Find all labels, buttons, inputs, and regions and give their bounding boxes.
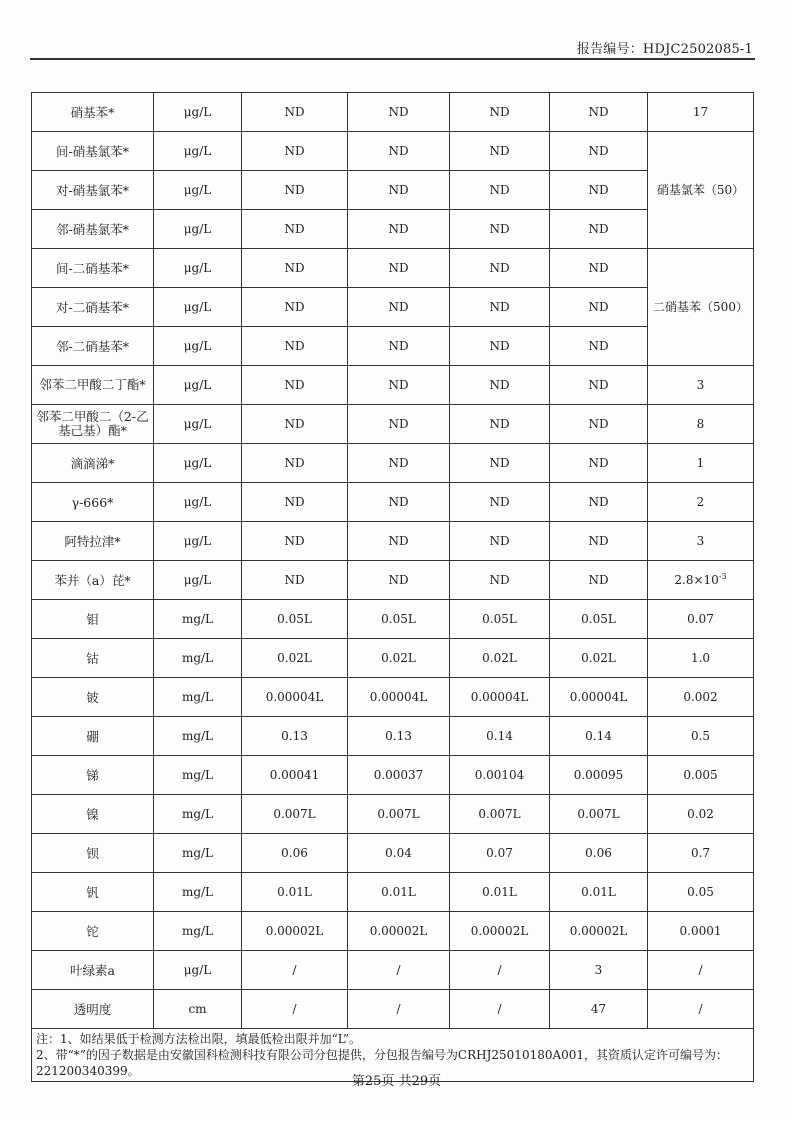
result-cell: ND (242, 483, 348, 522)
result-cell: 0.00037 (348, 756, 450, 795)
standard-cell: 2 (648, 483, 754, 522)
note-line: 2、带“*”的因子数据是由安徽国科检测科技有限公司分包提供，分包报告编号为CRHJ25010180A001，其资质认定许可编号为：221200340399。 (36, 1048, 729, 1078)
result-cell: ND (348, 171, 450, 210)
result-cell: 0.00002L (550, 912, 648, 951)
table-row (32, 951, 754, 990)
result-cell: ND (348, 561, 450, 600)
standard-cell: 0.002 (648, 678, 754, 717)
unit-cell: μg/L (154, 327, 242, 366)
result-cell: ND (450, 405, 550, 444)
result-cell: ND (242, 561, 348, 600)
result-cell: 0.01L (450, 873, 550, 912)
unit-cell: μg/L (154, 288, 242, 327)
result-cell: ND (348, 327, 450, 366)
parameter-name: 铊 (32, 912, 154, 951)
result-cell: 0.00095 (550, 756, 648, 795)
result-cell: ND (550, 561, 648, 600)
unit-cell: μg/L (154, 522, 242, 561)
parameter-name: 邻-二硝基苯* (32, 327, 154, 366)
result-cell: 0.05L (450, 600, 550, 639)
standard-cell: 二硝基苯（500） (648, 249, 754, 366)
result-cell: / (450, 990, 550, 1029)
unit-cell: mg/L (154, 873, 242, 912)
result-cell: 0.04 (348, 834, 450, 873)
result-cell: 0.00104 (450, 756, 550, 795)
result-cell: ND (450, 444, 550, 483)
standard-cell: 1.0 (648, 639, 754, 678)
unit-cell: mg/L (154, 795, 242, 834)
parameter-name: 邻苯二甲酸二丁酯* (32, 366, 154, 405)
unit-cell: mg/L (154, 639, 242, 678)
standard-cell: 3 (648, 522, 754, 561)
unit-cell: mg/L (154, 600, 242, 639)
result-cell: ND (348, 288, 450, 327)
result-cell: 0.00004L (348, 678, 450, 717)
standard-cell (648, 561, 754, 600)
parameter-name: 钼 (32, 600, 154, 639)
result-cell: ND (242, 288, 348, 327)
result-cell: ND (450, 249, 550, 288)
result-cell: ND (450, 561, 550, 600)
result-cell: 0.00004L (450, 678, 550, 717)
table-row (32, 288, 754, 327)
result-cell: ND (242, 171, 348, 210)
parameter-name: 钒 (32, 873, 154, 912)
result-cell: 0.13 (242, 717, 348, 756)
parameter-name: 间-二硝基苯* (32, 249, 154, 288)
standard-cell: 0.0001 (648, 912, 754, 951)
result-cell: ND (242, 366, 348, 405)
unit-cell: mg/L (154, 717, 242, 756)
result-cell: 3 (550, 951, 648, 990)
result-cell: 0.06 (550, 834, 648, 873)
result-cell: 0.13 (348, 717, 450, 756)
result-cell: / (348, 951, 450, 990)
result-cell: ND (348, 93, 450, 132)
result-cell: ND (348, 483, 450, 522)
standard-cell: 0.7 (648, 834, 754, 873)
standard-cell: 0.5 (648, 717, 754, 756)
result-cell: ND (550, 93, 648, 132)
table-row (32, 210, 754, 249)
table-row (32, 249, 754, 288)
result-cell: 0.00041 (242, 756, 348, 795)
parameter-name: 锑 (32, 756, 154, 795)
result-cell: ND (550, 249, 648, 288)
result-cell: ND (550, 366, 648, 405)
table-row (32, 912, 754, 951)
result-cell: 0.07 (450, 834, 550, 873)
result-cell: ND (450, 522, 550, 561)
table-row (32, 483, 754, 522)
result-cell: ND (348, 132, 450, 171)
page-footer: 第25页 共29页 (351, 1074, 442, 1089)
table-row (32, 366, 754, 405)
result-cell: ND (242, 327, 348, 366)
table-row (32, 600, 754, 639)
result-cell: 0.007L (450, 795, 550, 834)
parameter-name: 叶绿素a (32, 951, 154, 990)
parameter-name: 镍 (32, 795, 154, 834)
table-row (32, 561, 754, 600)
result-cell: ND (242, 522, 348, 561)
result-cell: 0.06 (242, 834, 348, 873)
standard-exponent: -3 (718, 571, 727, 581)
table-row (32, 795, 754, 834)
result-cell: 0.14 (450, 717, 550, 756)
result-cell: ND (242, 444, 348, 483)
result-cell: ND (348, 366, 450, 405)
standard-cell: 0.005 (648, 756, 754, 795)
result-cell: 0.00002L (450, 912, 550, 951)
result-cell: 0.14 (550, 717, 648, 756)
unit-cell: mg/L (154, 912, 242, 951)
table-row (32, 93, 754, 132)
unit-cell: μg/L (154, 366, 242, 405)
result-cell: ND (550, 405, 648, 444)
parameter-name: 对-硝基氯苯* (32, 171, 154, 210)
standard-cell: 1 (648, 444, 754, 483)
table-row (32, 873, 754, 912)
standard-cell: / (648, 951, 754, 990)
result-cell: / (242, 951, 348, 990)
standard-base: 2.8×10 (674, 572, 719, 587)
report-number: 报告编号：HDJC2502085-1 (576, 42, 753, 57)
parameter-name: 邻苯二甲酸二（2-乙基己基）酯* (32, 405, 154, 444)
result-cell: ND (450, 366, 550, 405)
result-cell: ND (348, 405, 450, 444)
result-cell: ND (450, 210, 550, 249)
result-cell: ND (550, 522, 648, 561)
parameter-name: 邻-硝基氯苯* (32, 210, 154, 249)
standard-cell: / (648, 990, 754, 1029)
result-cell: ND (450, 327, 550, 366)
unit-cell: mg/L (154, 834, 242, 873)
table-row (32, 522, 754, 561)
parameter-name: 苯并（a）芘* (32, 561, 154, 600)
standard-cell: 17 (648, 93, 754, 132)
result-cell: ND (348, 210, 450, 249)
header-rule (30, 58, 755, 60)
parameter-name: 透明度 (32, 990, 154, 1029)
result-cell: 47 (550, 990, 648, 1029)
table-row (32, 717, 754, 756)
result-cell: / (348, 990, 450, 1029)
parameter-name: 钡 (32, 834, 154, 873)
parameter-name: 硼 (32, 717, 154, 756)
table-row (32, 171, 754, 210)
result-cell: 0.01L (550, 873, 648, 912)
result-cell: 0.007L (348, 795, 450, 834)
standard-cell: 0.02 (648, 795, 754, 834)
standard-cell: 硝基氯苯（50） (648, 132, 754, 249)
result-cell: ND (242, 405, 348, 444)
unit-cell: μg/L (154, 951, 242, 990)
unit-cell: μg/L (154, 483, 242, 522)
unit-cell: μg/L (154, 132, 242, 171)
result-cell: 0.02L (550, 639, 648, 678)
result-cell: 0.007L (550, 795, 648, 834)
result-cell: 0.01L (348, 873, 450, 912)
standard-cell: 3 (648, 366, 754, 405)
unit-cell: mg/L (154, 756, 242, 795)
result-cell: ND (550, 327, 648, 366)
note-line: 注：1、如结果低于检测方法检出限，填最低检出限并加“L”。 (36, 1032, 361, 1046)
result-cell: ND (550, 210, 648, 249)
result-cell: ND (550, 444, 648, 483)
result-cell: ND (348, 249, 450, 288)
unit-cell: cm (154, 990, 242, 1029)
parameter-name: γ-666* (32, 483, 154, 522)
result-cell: ND (348, 522, 450, 561)
standard-cell: 0.07 (648, 600, 754, 639)
result-cell: / (450, 951, 550, 990)
parameter-name: 滴滴涕* (32, 444, 154, 483)
result-cell: ND (450, 93, 550, 132)
result-cell: 0.05L (550, 600, 648, 639)
result-cell: ND (242, 249, 348, 288)
result-cell: 0.02L (450, 639, 550, 678)
standard-cell: 0.05 (648, 873, 754, 912)
result-cell: 0.02L (242, 639, 348, 678)
result-cell: 0.007L (242, 795, 348, 834)
result-cell: ND (242, 132, 348, 171)
table-row (32, 405, 754, 444)
table-row (32, 756, 754, 795)
result-cell: / (242, 990, 348, 1029)
unit-cell: μg/L (154, 210, 242, 249)
result-cell: ND (242, 93, 348, 132)
parameter-name: 阿特拉津* (32, 522, 154, 561)
parameter-name: 硝基苯* (32, 93, 154, 132)
result-cell: ND (550, 132, 648, 171)
result-cell: ND (450, 483, 550, 522)
table-row (32, 639, 754, 678)
result-cell: ND (550, 288, 648, 327)
table-row (32, 678, 754, 717)
result-cell: ND (242, 210, 348, 249)
result-cell: 0.00002L (242, 912, 348, 951)
result-cell: ND (550, 483, 648, 522)
result-cell: 0.05L (348, 600, 450, 639)
unit-cell: μg/L (154, 444, 242, 483)
table-row (32, 834, 754, 873)
parameter-name: 对-二硝基苯* (32, 288, 154, 327)
result-cell: 0.00004L (550, 678, 648, 717)
result-cell: ND (450, 171, 550, 210)
results-table (31, 92, 754, 1082)
unit-cell: μg/L (154, 249, 242, 288)
unit-cell: μg/L (154, 93, 242, 132)
unit-cell: μg/L (154, 171, 242, 210)
result-cell: ND (450, 132, 550, 171)
result-cell: ND (348, 444, 450, 483)
result-cell: 0.00002L (348, 912, 450, 951)
standard-cell: 8 (648, 405, 754, 444)
result-cell: 0.01L (242, 873, 348, 912)
parameter-name: 间-硝基氯苯* (32, 132, 154, 171)
result-cell: ND (550, 171, 648, 210)
unit-cell: μg/L (154, 405, 242, 444)
result-cell: 0.05L (242, 600, 348, 639)
unit-cell: mg/L (154, 678, 242, 717)
result-cell: ND (450, 288, 550, 327)
table-row (32, 327, 754, 366)
result-cell: 0.02L (348, 639, 450, 678)
parameter-name: 铍 (32, 678, 154, 717)
table-row (32, 990, 754, 1029)
unit-cell: μg/L (154, 561, 242, 600)
table-row (32, 132, 754, 171)
parameter-name: 钴 (32, 639, 154, 678)
table-row (32, 444, 754, 483)
result-cell: 0.00004L (242, 678, 348, 717)
